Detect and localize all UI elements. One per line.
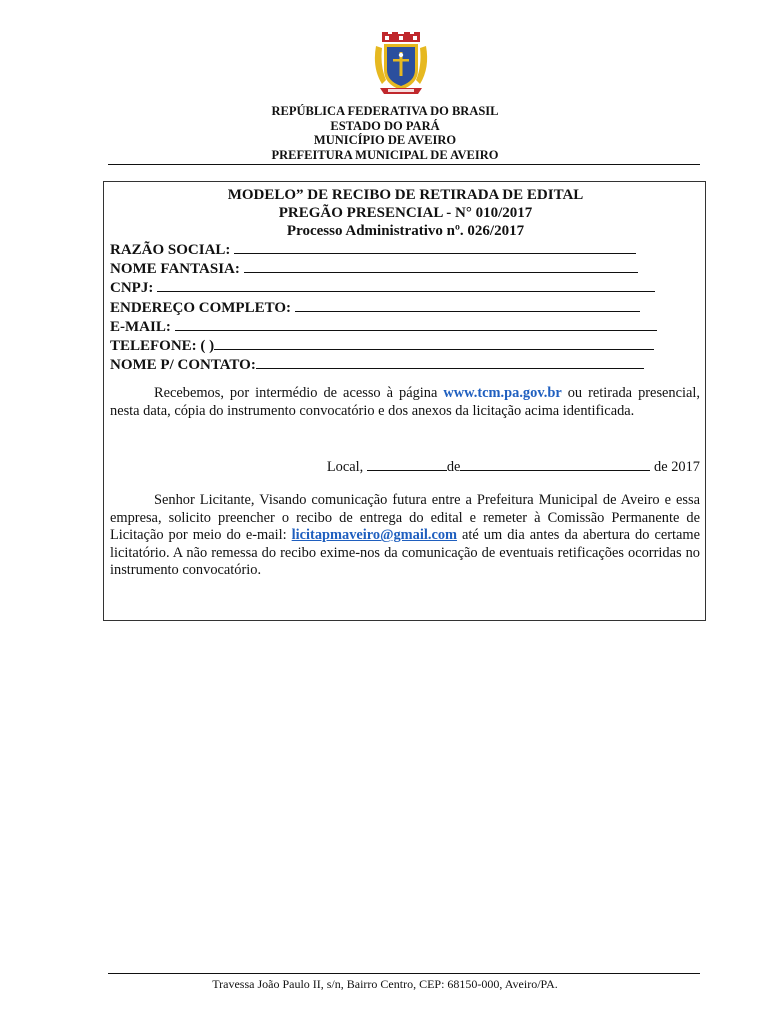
- field-razao-social: [110, 240, 657, 259]
- date-local-label: Local,: [326, 459, 364, 475]
- tcm-website-link[interactable]: www.tcm.pa.gov.br: [443, 385, 562, 401]
- form-title-block: [104, 186, 707, 240]
- licitacao-email-link[interactable]: licitapmaveiro@gmail.com: [291, 527, 458, 544]
- header-line-state: ESTADO DO PARÁ: [330, 118, 440, 133]
- field-nome-contato-label: NOME P/ CONTATO:: [110, 357, 256, 374]
- form-fields: [110, 240, 657, 374]
- field-cnpj-line[interactable]: [157, 278, 655, 292]
- header-line-prefecture: PREFEITURA MUNICIPAL DE AVEIRO: [271, 147, 499, 162]
- receipt-form-box: [103, 181, 706, 621]
- footer-address: Travessa João Paulo II, s/n, Bairro Centro, CEP: 68150-000, Aveiro/PA.: [212, 977, 558, 991]
- field-razao-social-label: RAZÃO SOCIAL:: [110, 242, 231, 258]
- header-divider: [108, 164, 700, 165]
- date-local-blank[interactable]: [367, 458, 447, 471]
- date-line: [110, 458, 700, 477]
- field-cnpj-label: CNPJ:: [110, 280, 154, 297]
- field-nome-contato-line[interactable]: [256, 355, 644, 369]
- field-email-line[interactable]: [175, 317, 657, 331]
- field-endereco-line[interactable]: [295, 298, 640, 312]
- form-subtitle-processo: Processo Administrativo nº. 026/2017: [286, 223, 525, 239]
- instructions-text-start: Senhor Licitante, Visando comunicação futura entre a Prefeitura Municipal de Aveiro e essa empresa, solicito preencher o recibo de entrega do edital e remeter à Comissão Permanente de Licitação por meio do e-mail:: [110, 492, 700, 544]
- date-de-label: de: [446, 459, 461, 475]
- field-nome-contato: [110, 355, 657, 374]
- form-title: MODELO” DE RECIBO DE RETIRADA DE EDITAL: [227, 187, 584, 203]
- field-telefone-line[interactable]: [214, 336, 654, 350]
- field-email-label: E-MAIL:: [110, 318, 171, 335]
- instructions-paragraph: [110, 492, 700, 580]
- field-razao-social-line[interactable]: [234, 240, 636, 254]
- field-nome-fantasia: [110, 259, 657, 278]
- field-telefone-label: TELEFONE: ( ): [110, 338, 215, 355]
- receipt-text-end: ou retirada presencial, nesta data, cópia do instrumento convocatório e dos anexos da licitação acima identificada.: [110, 385, 700, 419]
- field-nome-fantasia-line[interactable]: [244, 259, 638, 273]
- form-subtitle-pregao: PREGÃO PRESENCIAL - N° 010/2017: [278, 205, 533, 221]
- field-endereco-label: ENDEREÇO COMPLETO:: [110, 299, 291, 316]
- instructions-text-end: até um dia antes da abertura do certame licitatório. A não remessa do recibo exime-nos da comunicação de eventuais retificações ocorridas no instrumento convocatório.: [110, 527, 700, 579]
- header-line-municipality: MUNICÍPIO DE AVEIRO: [313, 133, 457, 147]
- field-nome-fantasia-label: NOME FANTASIA:: [110, 261, 240, 278]
- municipal-coat-of-arms-icon: [372, 32, 430, 98]
- date-day-month-blank[interactable]: [460, 458, 650, 471]
- receipt-paragraph: [110, 385, 700, 420]
- field-endereco: [110, 298, 657, 317]
- field-cnpj: [110, 278, 657, 297]
- footer-divider: [108, 973, 700, 974]
- header-line-republic: REPÚBLICA FEDERATIVA DO BRASIL: [271, 104, 499, 118]
- receipt-text-start: Recebemos, por intermédio de acesso à página: [154, 385, 438, 401]
- document-header: [0, 104, 770, 162]
- field-email: [110, 317, 657, 336]
- field-telefone: [110, 336, 657, 355]
- date-year-label: de 2017: [654, 459, 700, 475]
